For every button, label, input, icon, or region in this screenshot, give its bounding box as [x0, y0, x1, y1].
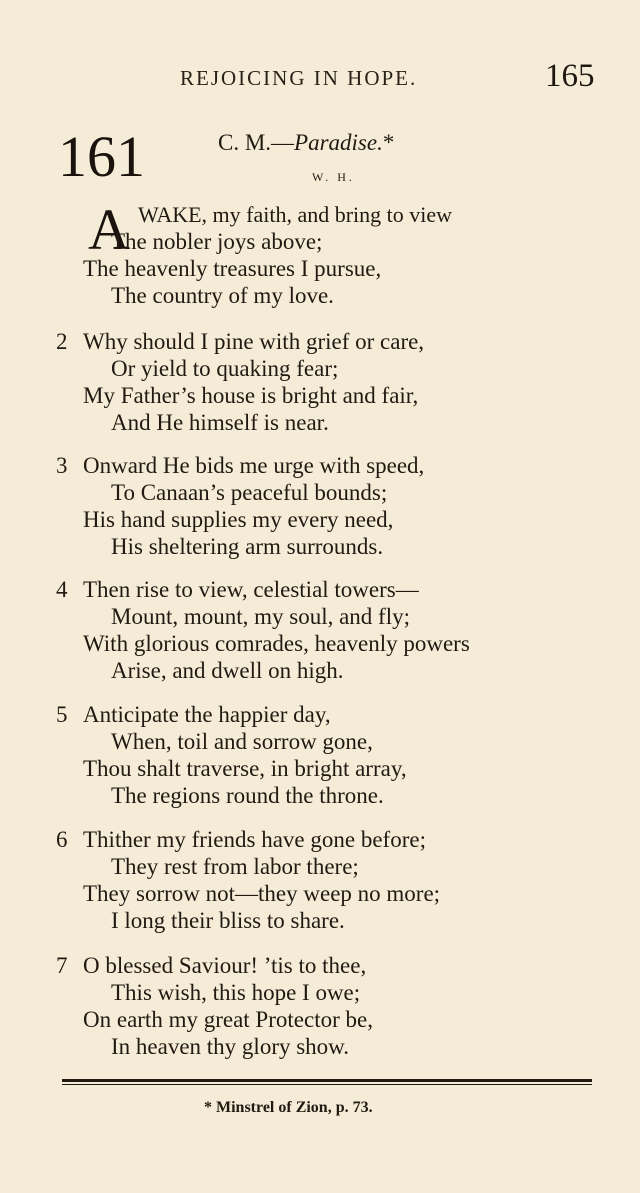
stanza-line: With glorious comrades, heavenly powers: [83, 631, 470, 656]
footnote-rule: [62, 1079, 592, 1082]
stanza-3: [56, 452, 616, 560]
verse-number: 5: [56, 702, 68, 727]
meter: C. M.—: [218, 130, 295, 155]
stanza-line: 5 Anticipate the happier day,: [56, 702, 331, 727]
verse-number: 2: [56, 329, 68, 354]
stanza-line: His sheltering arm surrounds.: [111, 534, 384, 559]
stanza-line: The nobler joys above;: [111, 229, 323, 254]
stanza-line: The country of my love.: [111, 283, 334, 308]
stanza-line: When, toil and sorrow gone,: [111, 729, 373, 754]
page-number: 165: [545, 58, 595, 94]
stanza-line: This wish, this hope I owe;: [111, 980, 361, 1005]
stanza-6: [56, 826, 616, 934]
verse-number: 6: [56, 827, 68, 852]
stanza-line: Arise, and dwell on high.: [111, 658, 344, 683]
footnote: * Minstrel of Zion, p. 73.: [204, 1099, 373, 1116]
stanza-line: And He himself is near.: [111, 410, 329, 435]
stanza-line: On earth my great Protector be,: [83, 1007, 373, 1032]
stanza-2: [56, 328, 616, 436]
stanza-line: His hand supplies my every need,: [83, 507, 394, 532]
stanza-line: The regions round the throne.: [111, 783, 384, 808]
hymn-number: 161: [58, 124, 145, 189]
stanza-line: Thou shalt traverse, in bright array,: [83, 756, 407, 781]
stanza-line: My Father’s house is bright and fair,: [83, 383, 419, 408]
stanza-7: [56, 952, 616, 1060]
stanza-line: 2 Why should I pine with grief or care,: [56, 329, 425, 354]
stanza-line: 7 O blessed Saviour! ’tis to thee,: [56, 953, 367, 978]
stanza-line: 4 Then rise to view, celestial towers—: [56, 577, 419, 602]
stanza-line: Or yield to quaking fear;: [111, 356, 339, 381]
footnote-rule-thin: [62, 1084, 592, 1085]
verse-number: 4: [56, 577, 68, 602]
stanza-line: They sorrow not—they weep no more;: [83, 881, 441, 906]
stanza-line: Mount, mount, my soul, and fly;: [111, 604, 410, 629]
stanza-line: 6 Thither my friends have gone before;: [56, 827, 426, 852]
running-head: REJOICING IN HOPE.: [180, 66, 418, 90]
verse-number: 7: [56, 953, 68, 978]
stanza-line: To Canaan’s peaceful bounds;: [111, 480, 388, 505]
stanza-1: [56, 197, 616, 309]
first-line-text: WAKE, my faith, and bring to view: [138, 202, 453, 227]
footnote-mark: *: [382, 130, 395, 155]
stanza-4: [56, 576, 616, 684]
stanza-line: They rest from labor there;: [111, 854, 359, 879]
tune-name: Paradise.: [294, 130, 383, 155]
stanza-5: [56, 701, 616, 809]
stanza-line: The heavenly treasures I pursue,: [83, 256, 382, 281]
verse-number: 3: [56, 453, 68, 478]
author-initials: W. H.: [312, 170, 355, 184]
drop-cap: A: [88, 197, 130, 262]
stanza-line: I long their bliss to share.: [111, 908, 345, 933]
meter-tune-line: [218, 130, 394, 156]
stanza-line: 3 Onward He bids me urge with speed,: [56, 453, 425, 478]
stanza-line: In heaven thy glory show.: [111, 1034, 350, 1059]
